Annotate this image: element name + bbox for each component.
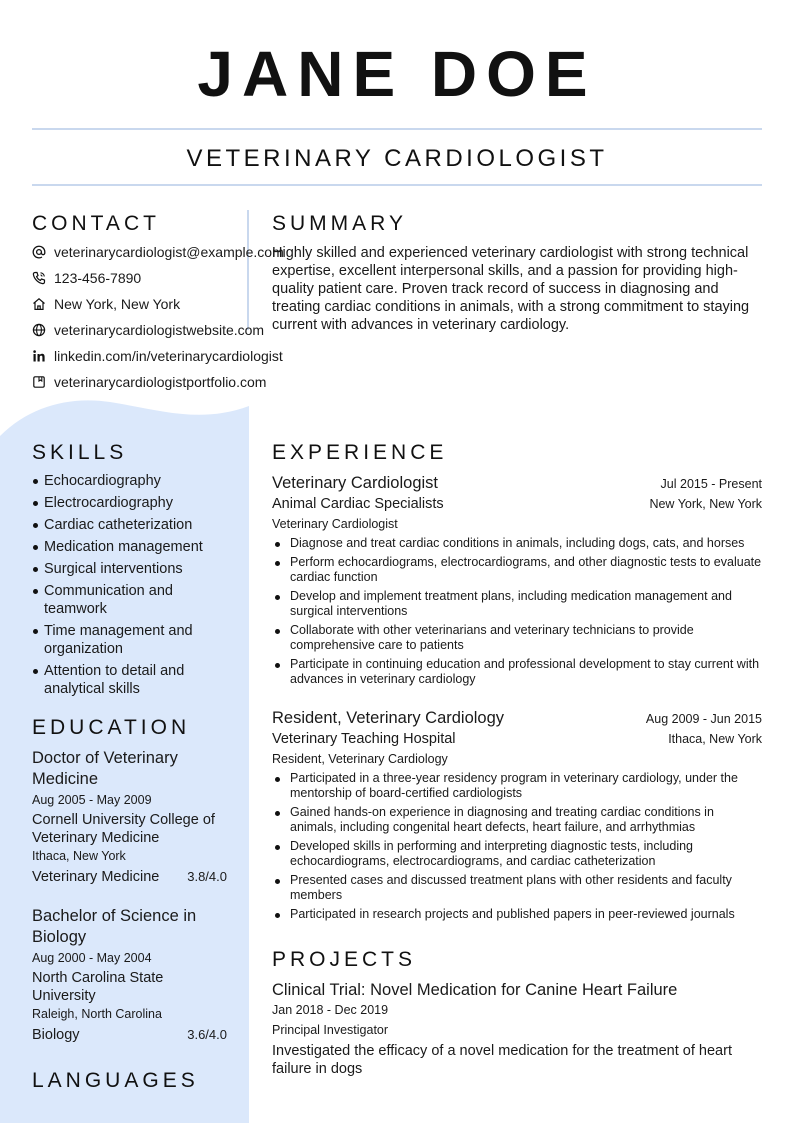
education-location: Ithaca, New York bbox=[32, 849, 126, 863]
at-icon bbox=[32, 245, 46, 259]
job-bullet: Participate in continuing education and professional development to stay current with advances in veterinary cardiology bbox=[272, 657, 762, 687]
job-location: Ithaca, New York bbox=[668, 732, 762, 746]
summary-heading: SUMMARY bbox=[272, 212, 407, 235]
contact-portfolio-text: veterinarycardiologistportfolio.com bbox=[54, 374, 267, 390]
skill-item: Surgical interventions bbox=[32, 560, 237, 578]
job-dates: Aug 2009 - Jun 2015 bbox=[645, 712, 762, 726]
skill-item: Electrocardiography bbox=[32, 494, 237, 512]
education-heading: EDUCATION bbox=[32, 716, 191, 739]
job-subtitle: Resident, Veterinary Cardiology bbox=[272, 752, 448, 766]
column-divider bbox=[247, 210, 249, 330]
contact-portfolio[interactable] bbox=[32, 372, 266, 392]
contact-linkedin-text: linkedin.com/in/veterinarycardiologist bbox=[54, 348, 283, 364]
job-bullet: Perform echocardiograms, electrocardiograms, and other diagnostic tests to evaluate cardiac function bbox=[272, 555, 762, 585]
education-field-row bbox=[32, 868, 227, 886]
skills-heading: SKILLS bbox=[32, 441, 128, 464]
experience-entry bbox=[272, 707, 762, 926]
job-title: VETERINARY CARDIOLOGIST bbox=[186, 145, 608, 172]
education-entry bbox=[32, 906, 227, 1044]
job-company: Animal Cardiac Specialists bbox=[272, 496, 444, 512]
job-bullet: Participated in a three-year residency program in veterinary cardiology, under the mentorship of board-certified cardiologists bbox=[272, 771, 762, 801]
contact-phone-text: 123-456-7890 bbox=[54, 270, 142, 286]
contact-website[interactable] bbox=[32, 320, 264, 340]
experience-entry bbox=[272, 472, 762, 691]
contact-heading: CONTACT bbox=[32, 212, 160, 235]
portfolio-icon bbox=[32, 375, 46, 389]
project-role: Principal Investigator bbox=[272, 1023, 389, 1037]
header-divider-top bbox=[32, 128, 762, 130]
home-icon bbox=[32, 297, 46, 311]
skill-item: Cardiac catheterization bbox=[32, 516, 237, 534]
globe-icon bbox=[32, 323, 46, 337]
education-school: Cornell University College of Veterinary Medicine bbox=[32, 812, 215, 846]
project-title: Clinical Trial: Novel Medication for Canine Heart Failure bbox=[272, 981, 678, 999]
education-field: Biology bbox=[32, 1027, 80, 1043]
job-bullet: Developed skills in performing and interpreting diagnostic tests, including echocardiograms, electrocardiograms, and cardiac catheterization bbox=[272, 839, 762, 869]
job-bullets bbox=[272, 536, 762, 687]
skill-item: Time management and organization bbox=[32, 622, 237, 658]
job-location: New York, New York bbox=[649, 497, 762, 511]
education-dates: Aug 2000 - May 2004 bbox=[32, 951, 152, 965]
education-gpa: 3.6/4.0 bbox=[187, 1027, 227, 1042]
education-gpa: 3.8/4.0 bbox=[187, 869, 227, 884]
project-entry bbox=[272, 979, 762, 1078]
contact-website-text: veterinarycardiologistwebsite.com bbox=[54, 322, 265, 338]
education-location: Raleigh, North Carolina bbox=[32, 1007, 162, 1021]
job-role: Resident, Veterinary Cardiology bbox=[272, 709, 505, 727]
skill-item: Echocardiography bbox=[32, 472, 237, 490]
contact-location bbox=[32, 294, 180, 314]
job-bullets bbox=[272, 771, 762, 922]
skills-list bbox=[32, 472, 237, 702]
contact-email-text: veterinarycardiologist@example.com bbox=[54, 244, 284, 260]
contact-email[interactable] bbox=[32, 242, 284, 262]
experience-heading: EXPERIENCE bbox=[272, 441, 448, 464]
project-dates: Jan 2018 - Dec 2019 bbox=[272, 1003, 389, 1017]
languages-heading: LANGUAGES bbox=[32, 1069, 199, 1092]
education-dates: Aug 2005 - May 2009 bbox=[32, 793, 152, 807]
skill-item: Communication and teamwork bbox=[32, 582, 237, 618]
job-dates: Jul 2015 - Present bbox=[660, 477, 762, 491]
contact-location-text: New York, New York bbox=[54, 296, 181, 312]
education-entry bbox=[32, 748, 227, 886]
job-role: Veterinary Cardiologist bbox=[272, 474, 438, 492]
job-bullet: Presented cases and discussed treatment plans with other residents and faculty members bbox=[272, 873, 762, 903]
education-field-row bbox=[32, 1026, 227, 1044]
education-degree: Bachelor of Science in Biology bbox=[32, 907, 197, 946]
contact-linkedin[interactable] bbox=[32, 346, 283, 366]
header-divider-bottom bbox=[32, 184, 762, 186]
job-bullet: Develop and implement treatment plans, including medication management and surgical interventions bbox=[272, 589, 762, 619]
job-bullet: Gained hands-on experience in diagnosing and treating cardiac conditions in animals, including congenital heart defects, heart failure, and arrhythmias bbox=[272, 805, 762, 835]
summary-text: Highly skilled and experienced veterinary cardiologist with strong technical expertise, excellent interpersonal skills, and a passion for providing high-quality patient care. Proven track record of success in diagnosing and treating cardiac conditions in animals, with a strong commitment to staying current with advances in veterinary cardiology. bbox=[272, 245, 750, 333]
education-school: North Carolina State University bbox=[32, 970, 164, 1004]
education-field: Veterinary Medicine bbox=[32, 869, 160, 885]
job-company: Veterinary Teaching Hospital bbox=[272, 731, 456, 747]
job-bullet: Participated in research projects and published papers in peer-reviewed journals bbox=[272, 907, 762, 922]
skill-item: Medication management bbox=[32, 538, 237, 556]
job-bullet: Diagnose and treat cardiac conditions in animals, including dogs, cats, and horses bbox=[272, 536, 762, 551]
contact-phone[interactable] bbox=[32, 268, 141, 288]
job-subtitle: Veterinary Cardiologist bbox=[272, 517, 398, 531]
job-bullet: Collaborate with other veterinarians and veterinary technicians to provide comprehensive care to patients bbox=[272, 623, 762, 653]
phone-icon bbox=[32, 271, 46, 285]
projects-heading: PROJECTS bbox=[272, 948, 417, 971]
linkedin-icon bbox=[32, 349, 46, 363]
skill-item: Attention to detail and analytical skills bbox=[32, 662, 237, 698]
project-description: Investigated the efficacy of a novel medication for the treatment of heart failure in dogs bbox=[272, 1043, 732, 1077]
education-degree: Doctor of Veterinary Medicine bbox=[32, 749, 178, 788]
candidate-name: JANE DOE bbox=[197, 38, 597, 110]
